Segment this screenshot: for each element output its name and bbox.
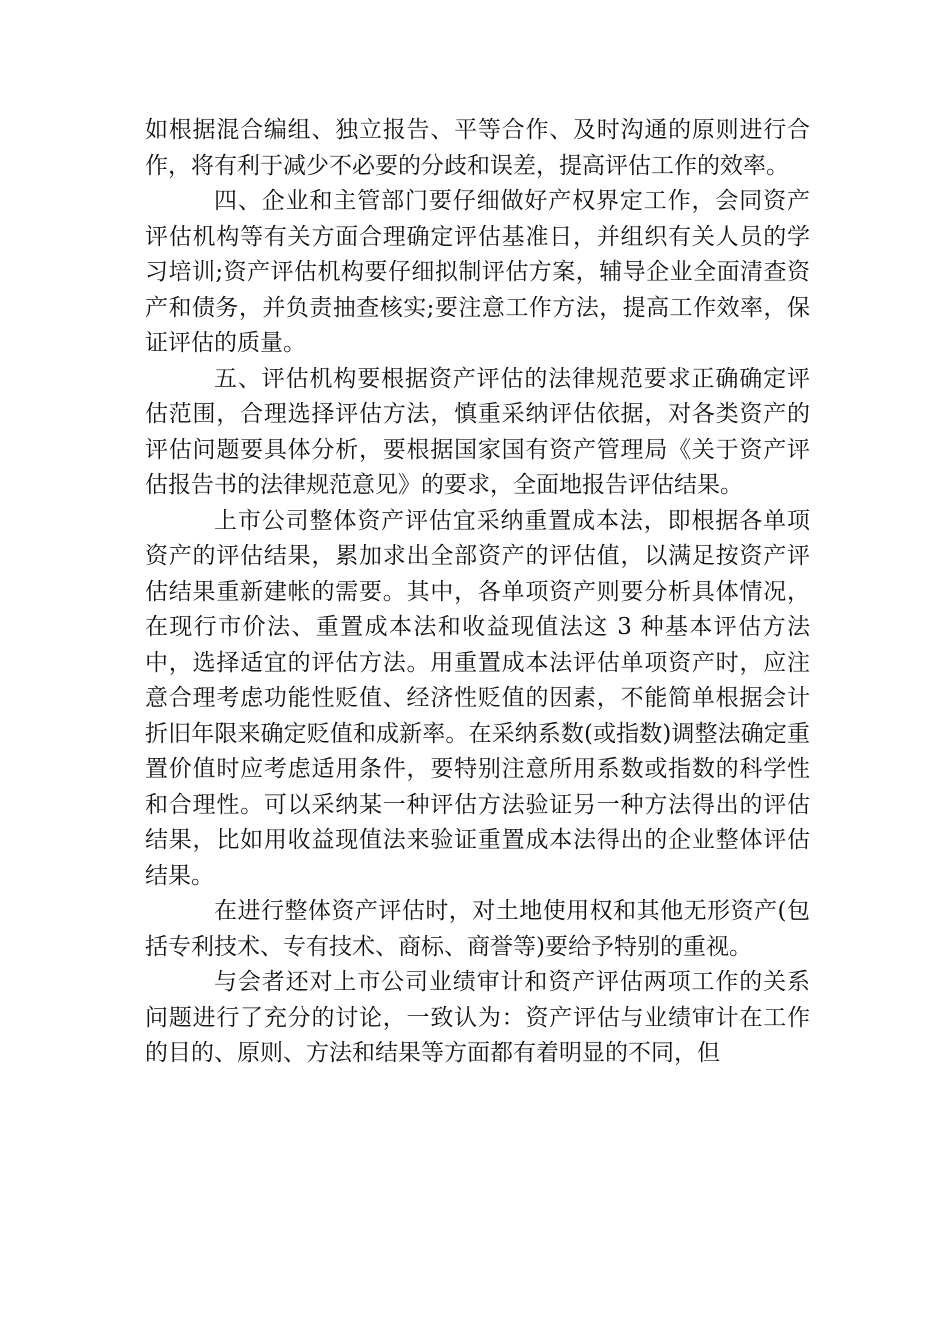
paragraph-valuation-method: 上市公司整体资产评估宜采纳重置成本法，即根据各单项资产的评估结果，累加求出全部资产的评估值，以满足按资产评估结果重新建帐的需要。其中，各单项资产则要分析具体情况，在现行市价法、重置成本法和收益现值法这 3 种基本评估方法中，选择适宜的评估方法。用重置成本法评估单项资产时，应注意合理考虑功能性贬值、经济性贬值的因素，不能简单根据会计折旧年限来确定贬值和成新率。在采纳系数(或指数)调整法确定重置价值时应考虑适用条件，要特别注意所用系数或指数的科学性和合理性。可以采纳某一种评估方法验证另一种方法得出的评估结果，比如用收益现值法来验证重置成本法得出的企业整体评估结果。 [145,507,810,889]
paragraph-section-five: 五、评估机构要根据资产评估的法律规范要求正确确定评估范围，合理选择评估方法，慎重采纳评估依据，对各类资产的评估问题要具体分析，要根据国家国有资产管理局《关于资产评估报告书的法律规范意见》的要求，全面地报告评估结果。 [145,365,810,498]
paragraph-continuation: 如根据混合编组、独立报告、平等合作、及时沟通的原则进行合作，将有利于减少不必要的分歧和误差，提高评估工作的效率。 [145,117,810,179]
paragraph-audit-relation: 与会者还对上市公司业绩审计和资产评估两项工作的关系问题进行了充分的讨论，一致认为：资产评估与业绩审计在工作的目的、原则、方法和结果等方面都有着明显的不同，但 [145,969,810,1066]
paragraph-section-four: 四、企业和主管部门要仔细做好产权界定工作，会同资产评估机构等有关方面合理确定评估基准日，并组织有关人员的学习培训;资产评估机构要仔细拟制评估方案，辅导企业全面清查资产和债务，并负责抽查核实;要注意工作方法，提高工作效率，保证评估的质量。 [145,188,810,356]
document-page [145,113,810,1072]
paragraph-intangible-assets: 在进行整体资产评估时，对土地使用权和其他无形资产(包括专利技术、专有技术、商标、商誉等)要给予特别的重视。 [145,898,810,960]
